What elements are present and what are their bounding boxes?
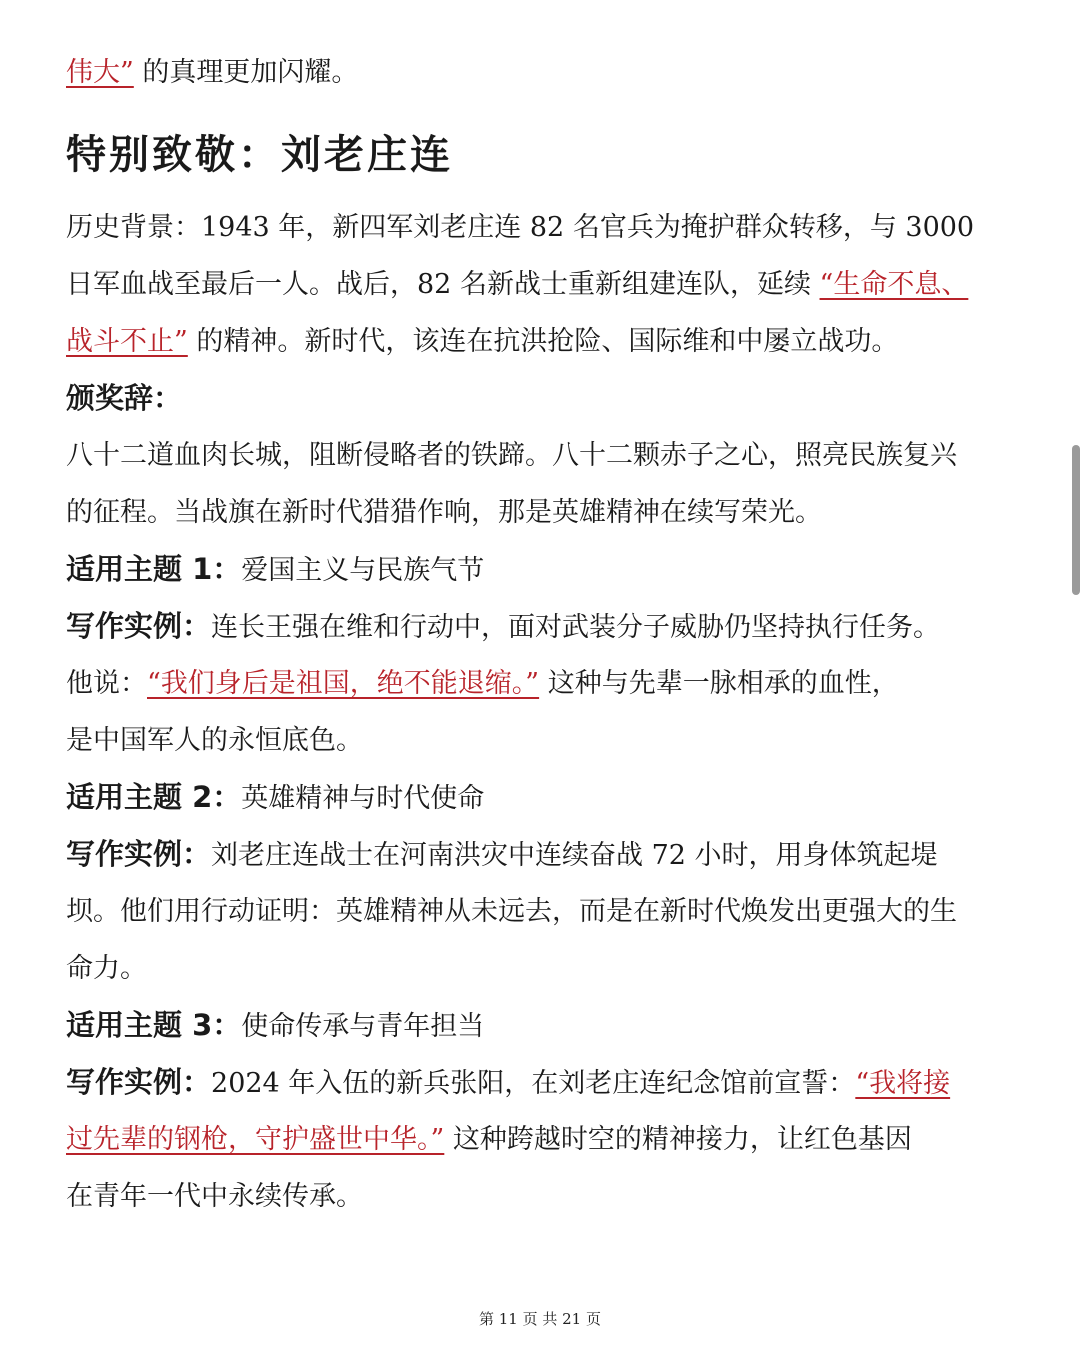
theme-topic: 爱国主义与民族气节 bbox=[241, 555, 485, 586]
example-line-2 bbox=[66, 655, 1016, 712]
scrollbar-thumb[interactable] bbox=[1072, 445, 1080, 595]
background-label: 历史背景： bbox=[66, 212, 201, 243]
theme-label: 适用主题 3： bbox=[66, 1008, 242, 1042]
theme-topic: 使命传承与青年担当 bbox=[241, 1011, 485, 1042]
example-label: 写作实例： bbox=[66, 837, 212, 871]
example-line-1 bbox=[66, 598, 1016, 655]
example-line-3: 在青年一代中永续传承。 bbox=[66, 1181, 363, 1212]
award-line-1: 八十二道血肉长城，阻断侵略者的铁蹄。八十二颗赤子之心，照亮民族复兴 bbox=[66, 440, 957, 471]
quote-highlight: 伟大” bbox=[66, 57, 134, 88]
quote-highlight: “生命不息、 bbox=[819, 269, 969, 300]
body-text: 的精神。新时代，该连在抗洪抢险、国际维和中屡立战功。 bbox=[187, 326, 899, 357]
example-line-3: 命力。 bbox=[66, 953, 147, 984]
example-line-3: 是中国军人的永恒底色。 bbox=[66, 725, 363, 756]
body-text: 这种与先辈一脉相承的血性， bbox=[539, 668, 899, 699]
quote-highlight: “我将接 bbox=[855, 1068, 951, 1099]
background-line-3 bbox=[66, 313, 1016, 370]
continued-line bbox=[66, 44, 1016, 101]
theme-topic: 英雄精神与时代使命 bbox=[241, 783, 485, 814]
background-line-2 bbox=[66, 256, 1016, 313]
quote-highlight: “我们身后是祖国，绝不能退缩。” bbox=[147, 668, 540, 699]
quote-highlight: 战斗不止” bbox=[66, 326, 188, 357]
section-title: 特别致敬：刘老庄连 bbox=[66, 132, 453, 178]
theme-heading bbox=[66, 997, 1016, 1054]
document-page bbox=[66, 44, 1016, 1225]
body-text: 他说： bbox=[66, 668, 147, 699]
body-text: 1943 年，新四军刘老庄连 82 名官兵为掩护群众转移，与 3000 bbox=[201, 212, 975, 243]
award-label: 颁奖辞： bbox=[66, 381, 183, 415]
body-text: 连长王强在维和行动中，面对武装分子威胁仍坚持执行任务。 bbox=[211, 612, 941, 643]
theme-label: 适用主题 1： bbox=[66, 552, 242, 586]
example-line-1 bbox=[66, 826, 1016, 883]
example-label: 写作实例： bbox=[66, 1065, 212, 1099]
page-number: 第 11 页 共 21 页 bbox=[478, 1310, 601, 1328]
award-line-2: 的征程。当战旗在新时代猎猎作响，那是英雄精神在续写荣光。 bbox=[66, 497, 822, 528]
award-heading bbox=[66, 370, 1016, 427]
body-text: 刘老庄连战士在河南洪灾中连续奋战 72 小时，用身体筑起堤 bbox=[211, 840, 938, 871]
body-text: 2024 年入伍的新兵张阳，在刘老庄连纪念馆前宣誓： bbox=[211, 1068, 856, 1099]
example-line-2 bbox=[66, 1111, 1016, 1168]
body-text: 的真理更加闪耀。 bbox=[133, 57, 359, 88]
background-line-1 bbox=[66, 199, 1016, 256]
theme-heading bbox=[66, 769, 1016, 826]
theme-label: 适用主题 2： bbox=[66, 780, 242, 814]
quote-highlight: 过先辈的钢枪，守护盛世中华。” bbox=[66, 1124, 445, 1155]
example-line-1 bbox=[66, 1054, 1016, 1111]
body-text: 日军血战至最后一人。战后，82 名新战士重新组建连队，延续 bbox=[66, 269, 820, 300]
theme-heading bbox=[66, 541, 1016, 598]
example-line-2: 坝。他们用行动证明：英雄精神从未远去，而是在新时代焕发出更强大的生 bbox=[66, 896, 957, 927]
body-text: 这种跨越时空的精神接力，让红色基因 bbox=[444, 1124, 912, 1155]
example-label: 写作实例： bbox=[66, 609, 212, 643]
